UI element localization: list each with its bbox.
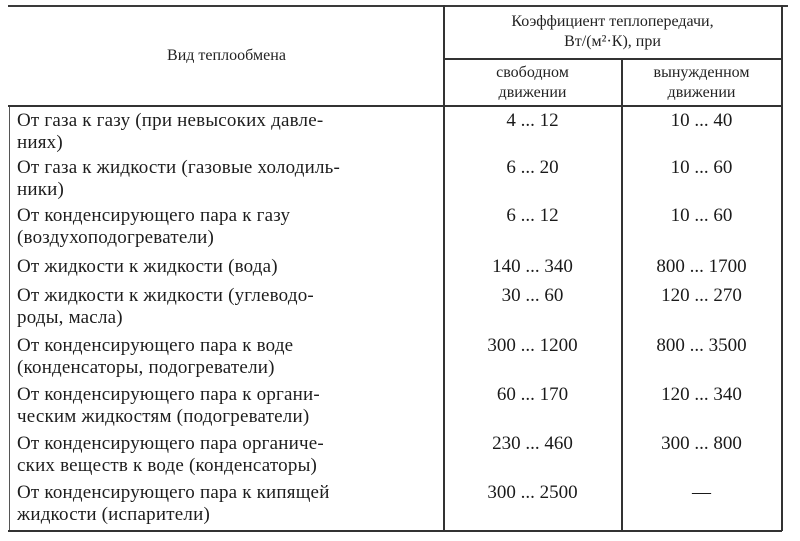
row-forced-value: 800 ... 3500 xyxy=(656,335,747,356)
row-free-value: 300 ... 2500 xyxy=(487,482,578,503)
header-divider xyxy=(8,105,782,107)
table-border-right xyxy=(781,5,783,531)
row-forced-value: 120 ... 340 xyxy=(661,384,742,405)
row-name: От жидкости к жидкости (вода) xyxy=(17,256,278,277)
row-forced-value: 120 ... 270 xyxy=(661,285,742,306)
row-free-value: 300 ... 1200 xyxy=(487,335,578,356)
header-forced-motion xyxy=(622,63,781,103)
row-forced-value: — xyxy=(692,482,711,503)
header-heat-exchange-type: Вид теплообмена xyxy=(167,47,286,64)
row-name: От газа к жидкости (газовые холодиль- ники) xyxy=(17,157,341,200)
header-coefficient-line2: Вт/(м²·К), при xyxy=(564,33,661,50)
row-free-value: 140 ... 340 xyxy=(492,256,573,277)
row-name: От конденсирующего пара к воде (конденсаторы, подогреватели) xyxy=(17,335,294,378)
row-forced-value: 10 ... 40 xyxy=(670,110,733,131)
row-name: От конденсирующего пара к газу (воздухоподогреватели) xyxy=(17,205,291,248)
row-name: От конденсирующего пара к органи- ческим жидкостям (подогреватели) xyxy=(17,384,320,427)
row-name: От конденсирующего пара к кипящей жидкости (испарители) xyxy=(17,482,330,525)
table-border-left xyxy=(9,105,10,531)
header-forced-line2: движении xyxy=(667,84,736,101)
subheader-divider xyxy=(443,58,782,60)
header-coefficient xyxy=(444,12,781,52)
row-free-value: 30 ... 60 xyxy=(501,285,564,306)
row-free-value: 6 ... 20 xyxy=(506,157,559,178)
table-border-bottom xyxy=(8,530,782,532)
row-forced-value: 10 ... 60 xyxy=(670,157,733,178)
row-forced-value: 300 ... 800 xyxy=(661,433,742,454)
table-border-top xyxy=(8,5,788,7)
row-forced-value: 800 ... 1700 xyxy=(656,256,747,277)
row-name: От конденсирующего пара органиче- ских веществ к воде (конденсаторы) xyxy=(17,433,324,476)
row-name: От жидкости к жидкости (углеводо- роды, масла) xyxy=(17,285,314,328)
header-free-line2: движении xyxy=(498,84,567,101)
row-free-value: 6 ... 12 xyxy=(506,205,559,226)
header-coefficient-line1: Коэффициент теплопередачи, xyxy=(511,13,714,30)
row-free-value: 4 ... 12 xyxy=(506,110,559,131)
header-forced-line1: вынужденном xyxy=(653,64,750,81)
row-forced-value: 10 ... 60 xyxy=(670,205,733,226)
row-free-value: 230 ... 460 xyxy=(492,433,573,454)
row-free-value: 60 ... 170 xyxy=(496,384,569,405)
header-free-line1: свободном xyxy=(496,64,569,81)
row-name: От газа к газу (при невысоких давле- ниях) xyxy=(17,110,324,153)
header-free-motion xyxy=(444,63,621,103)
